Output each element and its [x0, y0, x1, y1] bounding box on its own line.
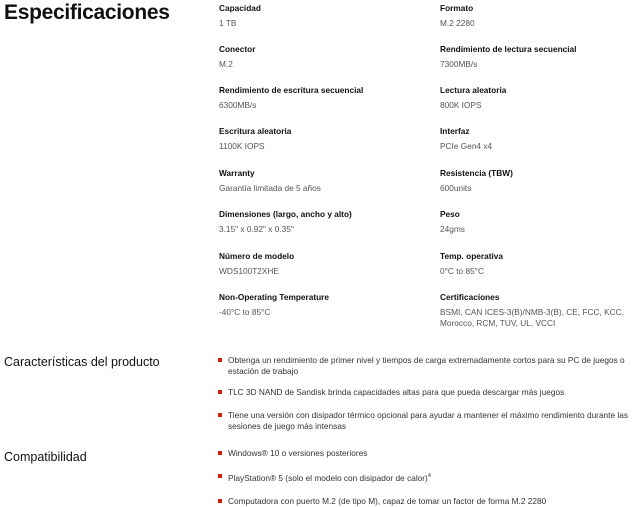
- spec-value: 800K IOPS: [440, 100, 482, 110]
- spec-value: M.2: [219, 59, 233, 69]
- spec-item: [219, 209, 419, 235]
- spec-label: Conector: [219, 44, 256, 54]
- spec-label: Temp. operativa: [440, 251, 504, 261]
- spec-label: Peso: [440, 209, 460, 219]
- spec-label: Non-Operating Temperature: [219, 292, 330, 302]
- spec-label: Rendimiento de escritura secuencial: [219, 85, 364, 95]
- spec-item: [219, 168, 419, 194]
- spec-label: Resistencia (TBW): [440, 168, 513, 178]
- spec-value: 3.15" x 0.92" x 0.35": [219, 224, 294, 234]
- spec-label: Formato: [440, 3, 474, 13]
- bullet-icon: [218, 451, 222, 455]
- list-item: [218, 355, 638, 377]
- spec-value: 24gms: [440, 224, 465, 234]
- spec-item: [219, 251, 419, 277]
- specifications-title: Especificaciones: [4, 1, 170, 24]
- list-item-text: Obtenga un rendimiento de primer nivel y tiempos de carga extremadamente cortos para su PC de juegos o estación de trabajo: [228, 355, 625, 376]
- spec-item: [219, 85, 419, 111]
- spec-item: [440, 3, 640, 29]
- spec-label: Escritura aleatoria: [219, 126, 292, 136]
- spec-value: 6300MB/s: [219, 100, 257, 110]
- spec-value: 600units: [440, 183, 472, 193]
- bullet-icon: [218, 413, 222, 417]
- spec-label: Rendimiento de lectura secuencial: [440, 44, 577, 54]
- spec-item: [219, 292, 419, 318]
- compatibility-list: [218, 448, 638, 507]
- spec-item: [440, 209, 640, 235]
- compatibility-title: Compatibilidad: [4, 450, 87, 464]
- spec-item: [440, 168, 640, 194]
- bullet-icon: [218, 474, 222, 478]
- list-item: [218, 387, 638, 398]
- spec-value: 7300MB/s: [440, 59, 478, 69]
- spec-item: [219, 126, 419, 152]
- bullet-icon: [218, 499, 222, 503]
- bullet-icon: [218, 390, 222, 394]
- spec-item: [440, 251, 640, 277]
- spec-item: [219, 44, 419, 70]
- spec-item: [440, 44, 640, 70]
- spec-value: PCIe Gen4 x4: [440, 141, 493, 151]
- spec-value: BSMI, CAN ICES-3(B)/NMB-3(B), CE, FCC, KCC, Morocco, RCM, TUV, UL, VCCI: [440, 307, 624, 328]
- spec-value: M.2 2280: [440, 18, 475, 28]
- features-title: Características del producto: [4, 355, 160, 369]
- spec-label: Número de modelo: [219, 251, 295, 261]
- spec-value: 1100K IOPS: [219, 141, 265, 151]
- list-item: [218, 496, 638, 507]
- spec-item: [219, 3, 419, 29]
- spec-label: Interfaz: [440, 126, 470, 136]
- spec-item: [440, 85, 640, 111]
- spec-label: Dimensiones (largo, ancho y alto): [219, 209, 352, 219]
- spec-label: Certificaciones: [440, 292, 500, 302]
- list-item-text: TLC 3D NAND de Sandisk brinda capacidades altas para que pueda descargar más juegos: [228, 387, 565, 397]
- list-item-text: Windows® 10 o versiones posteriores: [228, 448, 368, 458]
- spec-item: [440, 126, 640, 152]
- footnote-marker[interactable]: 4: [427, 473, 431, 479]
- list-item-text: Computadora con puerto M.2 (de tipo M), capaz de tomar un factor de forma M.2 2280: [228, 495, 547, 506]
- spec-value: Garantía limitada de 5 años: [219, 183, 321, 193]
- list-item: [218, 410, 638, 432]
- spec-label: Lectura aleatoria: [440, 85, 507, 95]
- spec-value: 0°C to 85°C: [440, 266, 484, 276]
- spec-value: 1 TB: [219, 18, 237, 28]
- spec-label: Warranty: [219, 168, 255, 178]
- list-item-text: PlayStation® 5 (solo el modelo con disipador de calor): [228, 472, 428, 483]
- list-item: [218, 471, 638, 484]
- features-list: [218, 355, 638, 432]
- spec-value: -40°C to 85°C: [219, 307, 271, 317]
- spec-item: [440, 292, 636, 329]
- list-item: [218, 448, 638, 459]
- spec-label: Capacidad: [219, 3, 261, 13]
- list-item-text: Tiene una versión con disipador térmico opcional para ayudar a mantener el máximo rendimiento durante las sesiones de juego más intensas: [228, 410, 629, 431]
- bullet-icon: [218, 358, 222, 362]
- spec-value: WDS100T2XHE: [219, 266, 279, 276]
